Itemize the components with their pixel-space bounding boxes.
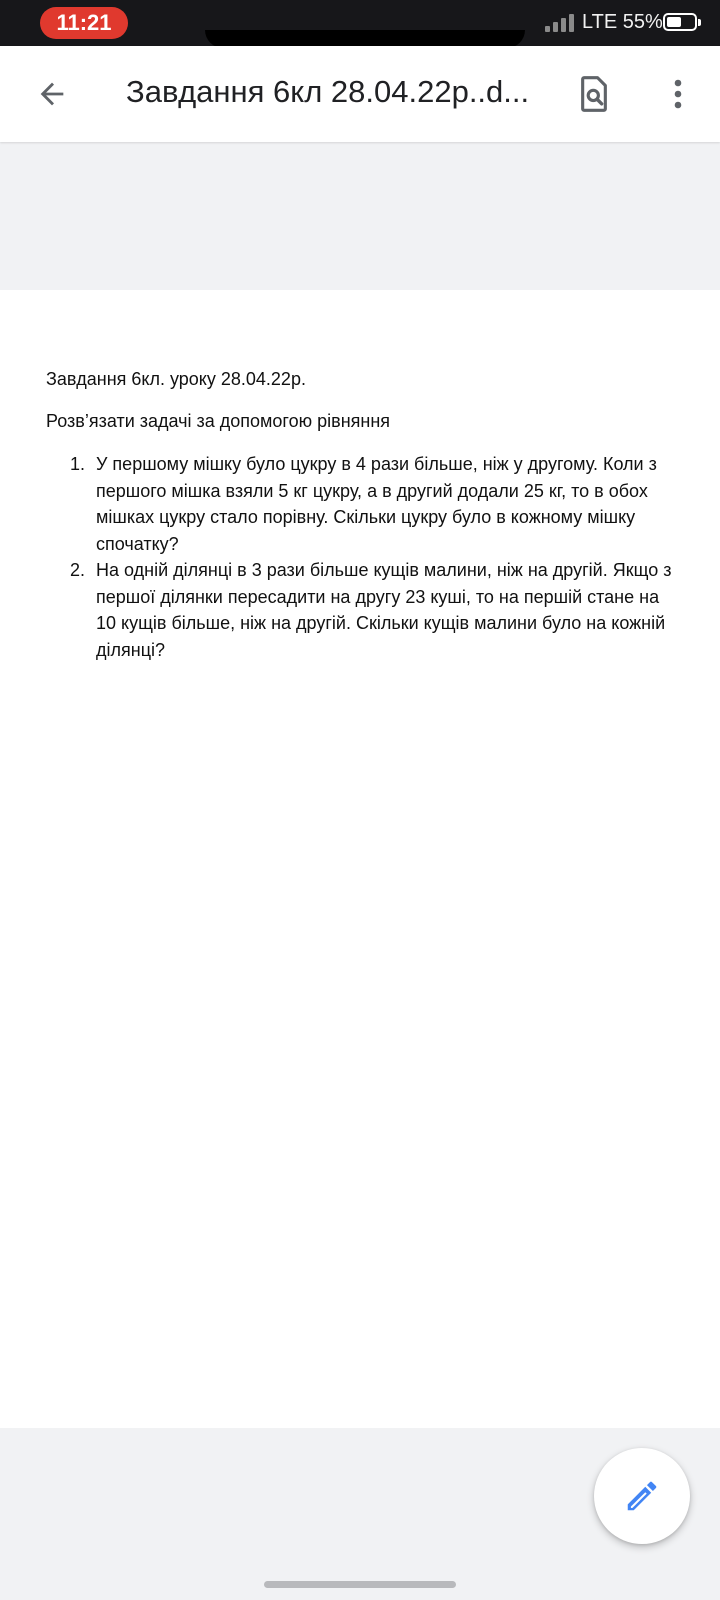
find-in-page-icon bbox=[577, 75, 611, 113]
app-bar bbox=[0, 46, 720, 142]
task-item bbox=[46, 557, 686, 663]
status-time[interactable]: 11:21 bbox=[40, 7, 128, 39]
network-battery-label: LTE 55% bbox=[582, 11, 663, 33]
signal-icon bbox=[545, 14, 575, 32]
find-in-document-button[interactable] bbox=[568, 68, 620, 120]
document-heading: Завдання 6кл. уроку 28.04.22р. bbox=[46, 369, 306, 389]
document-page bbox=[0, 290, 720, 1428]
battery-icon bbox=[663, 13, 697, 31]
battery-fill bbox=[667, 17, 681, 27]
document-instruction: Розв’язати задачі за допомогою рівняння bbox=[46, 411, 391, 431]
task-number: 1. bbox=[70, 454, 86, 474]
home-indicator[interactable] bbox=[264, 1581, 456, 1588]
back-button[interactable] bbox=[26, 68, 78, 120]
task-number: 2. bbox=[70, 560, 86, 580]
task-list bbox=[46, 451, 686, 663]
pencil-icon bbox=[623, 1477, 661, 1515]
arrow-back-icon bbox=[35, 77, 69, 111]
more-vert-icon bbox=[673, 78, 683, 110]
document-title: Завдання 6кл 28.04.22р..d... bbox=[126, 74, 530, 109]
task-text: На одній ділянці в 3 рази більше кущів малини, ніж на другій. Якщо з першої ділянки пересадити на другу 23 куші, то на першій стане на 10 кущів більше, ніж на другій. Скільки кущів малини було на кожній ділянці? bbox=[96, 560, 672, 660]
document-content bbox=[46, 367, 686, 663]
more-options-button[interactable] bbox=[652, 68, 704, 120]
edit-button[interactable] bbox=[594, 1448, 690, 1544]
task-item bbox=[46, 451, 686, 557]
status-bar bbox=[0, 0, 720, 46]
task-text: У першому мішку було цукру в 4 рази більше, ніж у другому. Коли з першого мішка взяли 5 кг цукру, а в другий додали 25 кг, то в обох мішках цукру стало порівну. Скільки цукру було в кожному мішку спочатку? bbox=[96, 454, 657, 554]
